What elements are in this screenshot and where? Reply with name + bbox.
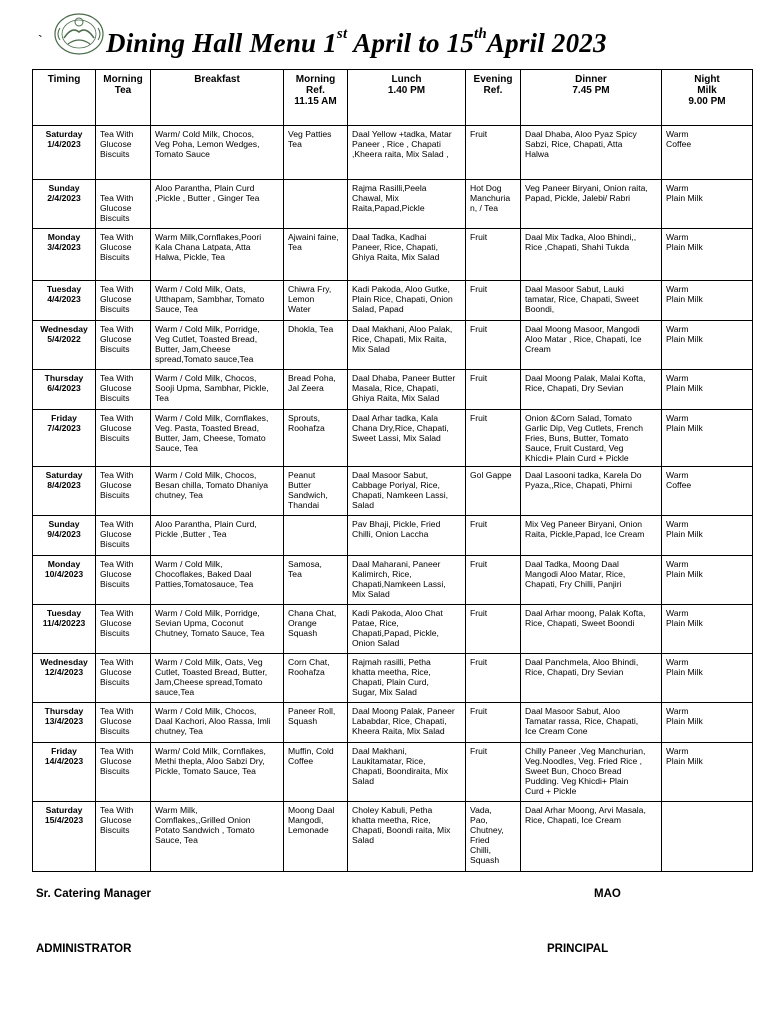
- stray-mark: `: [38, 32, 43, 48]
- cell-dinner: Daal Masoor Sabut, Lauki tamatar, Rice, Chapati, Sweet Boondi,: [521, 281, 662, 321]
- cell-tea: Tea With Glucose Biscuits: [96, 180, 151, 229]
- cell-dinner: Daal Panchmela, Aloo Bhindi, Rice, Chapati, Dry Sevian: [521, 654, 662, 703]
- cell-lunch: Daal Yellow +tadka, Matar Paneer , Rice , Chapati ,Kheera raita, Mix Salad ,: [348, 126, 466, 180]
- cell-lunch: Daal Moong Palak, Paneer Lababdar, Rice, Chapati, Kheera Raita, Mix Salad: [348, 703, 466, 743]
- cell-mref: Sprouts, Roohafza: [284, 410, 348, 467]
- cell-dinner: Daal Tadka, Moong Daal Mangodi Aloo Matar, Rice, Chapati, Fry Chilli, Panjiri: [521, 556, 662, 605]
- cell-mref: Peanut Butter Sandwich, Thandai: [284, 467, 348, 516]
- cell-day: Thursday 13/4/2023: [33, 703, 96, 743]
- sig-administrator: ADMINISTRATOR: [36, 943, 132, 955]
- cell-eref: Fruit: [466, 654, 521, 703]
- cell-tea: Tea With Glucose Biscuits: [96, 516, 151, 556]
- cell-lunch: Daal Makhani, Aloo Palak, Rice, Chapati, Mix Raita, Mix Salad: [348, 321, 466, 370]
- cell-milk: Warm Plain Milk: [662, 321, 753, 370]
- table-row: [33, 556, 753, 605]
- cell-dinner: Daal Arhar Moong, Arvi Masala, Rice, Chapati, Ice Cream: [521, 802, 662, 872]
- cell-dinner: Daal Masoor Sabut, Aloo Tamatar rassa, Rice, Chapati, Ice Cream Cone: [521, 703, 662, 743]
- cell-tea: Tea With Glucose Biscuits: [96, 281, 151, 321]
- cell-dinner: Daal Arhar moong, Palak Kofta, Rice, Chapati, Sweet Boondi: [521, 605, 662, 654]
- col-header-evening-ref: Evening Ref.: [466, 70, 521, 126]
- table-row: [33, 802, 753, 872]
- col-header-morning-ref: Morning Ref. 11.15 AM: [284, 70, 348, 126]
- cell-day: Tuesday 11/4/20223: [33, 605, 96, 654]
- header-row: [33, 70, 753, 126]
- cell-day: Monday 10/4/2023: [33, 556, 96, 605]
- cell-eref: Fruit: [466, 556, 521, 605]
- cell-day: Monday 3/4/2023: [33, 229, 96, 281]
- cell-mref: Corn Chat, Roohafza: [284, 654, 348, 703]
- cell-breakfast: Warm/ Cold Milk, Chocos, Veg Poha, Lemon Wedges, Tomato Sauce: [151, 126, 284, 180]
- cell-mref: Moong Daal Mangodi, Lemonade: [284, 802, 348, 872]
- cell-dinner: Daal Moong Palak, Malai Kofta, Rice, Chapati, Dry Sevian: [521, 370, 662, 410]
- cell-mref: Chiwra Fry, Lemon Water: [284, 281, 348, 321]
- cell-mref: Samosa, Tea: [284, 556, 348, 605]
- cell-milk: Warm Plain Milk: [662, 180, 753, 229]
- cell-eref: Fruit: [466, 229, 521, 281]
- cell-lunch: Kadi Pakoda, Aloo Chat Patae, Rice, Chapati,Papad, Pickle, Onion Salad: [348, 605, 466, 654]
- menu-table: [32, 69, 753, 872]
- cell-dinner: Chilly Paneer ,Veg Manchurian, Veg.Noodles, Veg. Fried Rice , Sweet Bun, Choco Bread Pudding. Veg Khicdi+ Plain Curd + Pickle: [521, 743, 662, 802]
- cell-lunch: Daal Arhar tadka, Kala Chana Dry,Rice, Chapati, Sweet Lassi, Mix Salad: [348, 410, 466, 467]
- cell-breakfast: Warm / Cold Milk, Oats, Veg Cutlet, Toasted Bread, Butter, Jam,Cheese spread,Tomato sauce,Tea: [151, 654, 284, 703]
- cell-lunch: Choley Kabuli, Petha khatta meetha, Rice, Chapati, Boondi raita, Mix Salad: [348, 802, 466, 872]
- cell-milk: Warm Plain Milk: [662, 516, 753, 556]
- cell-breakfast: Aloo Parantha, Plain Curd, Pickle ,Butter , Tea: [151, 516, 284, 556]
- cell-breakfast: Aloo Parantha, Plain Curd ,Pickle , Butter , Ginger Tea: [151, 180, 284, 229]
- table-row: [33, 370, 753, 410]
- sig-catering-manager: Sr. Catering Manager: [36, 888, 152, 900]
- table-row: [33, 321, 753, 370]
- cell-tea: Tea With Glucose Biscuits: [96, 743, 151, 802]
- cell-milk: Warm Plain Milk: [662, 743, 753, 802]
- cell-milk: Warm Plain Milk: [662, 410, 753, 467]
- table-row: [33, 605, 753, 654]
- table-row: [33, 703, 753, 743]
- cell-eref: Vada, Pao, Chutney, Fried Chilli, Squash: [466, 802, 521, 872]
- cell-day: Saturday 1/4/2023: [33, 126, 96, 180]
- cell-lunch: Pav Bhaji, Pickle, Fried Chilli, Onion Laccha: [348, 516, 466, 556]
- cell-mref: [284, 516, 348, 556]
- cell-mref: Paneer Roll, Squash: [284, 703, 348, 743]
- cell-day: Saturday 15/4/2023: [33, 802, 96, 872]
- col-header-lunch: Lunch 1.40 PM: [348, 70, 466, 126]
- col-header-night-milk: Night Milk 9.00 PM: [662, 70, 753, 126]
- cell-day: Friday 14/4/2023: [33, 743, 96, 802]
- cell-day: Thursday 6/4/2023: [33, 370, 96, 410]
- emblem-logo: [50, 8, 108, 58]
- cell-lunch: Rajmah rasilli, Petha khatta meetha, Rice, Chapati, Plain Curd, Sugar, Mix Salad: [348, 654, 466, 703]
- cell-eref: Fruit: [466, 743, 521, 802]
- cell-mref: Muffin, Cold Coffee: [284, 743, 348, 802]
- table-row: [33, 281, 753, 321]
- cell-breakfast: Warm Milk,Cornflakes,Poori Kala Chana Latpata, Atta Halwa, Pickle, Tea: [151, 229, 284, 281]
- cell-breakfast: Warm/ Cold Milk, Cornflakes, Methi thepla, Aloo Sabzi Dry, Pickle, Tomato Sauce, Tea: [151, 743, 284, 802]
- cell-mref: Chana Chat, Orange Squash: [284, 605, 348, 654]
- cell-breakfast: Warm Milk, Comflakes,,Grilled Onion Potato Sandwich , Tomato Sauce, Tea: [151, 802, 284, 872]
- cell-tea: Tea With Glucose Biscuits: [96, 802, 151, 872]
- cell-milk: Warm Plain Milk: [662, 229, 753, 281]
- cell-tea: Tea With Glucose Biscuits: [96, 654, 151, 703]
- page-title: Dining Hall Menu 1st April to 15thApril 2023: [106, 26, 607, 58]
- table-row: [33, 410, 753, 467]
- cell-eref: Gol Gappe: [466, 467, 521, 516]
- cell-tea: Tea With Glucose Biscuits: [96, 370, 151, 410]
- cell-eref: Fruit: [466, 703, 521, 743]
- cell-milk: Warm Plain Milk: [662, 703, 753, 743]
- table-row: [33, 126, 753, 180]
- col-header-breakfast: Breakfast: [151, 70, 284, 126]
- col-header-dinner: Dinner 7.45 PM: [521, 70, 662, 126]
- cell-mref: Bread Poha, Jal Zeera: [284, 370, 348, 410]
- cell-lunch: Daal Makhani, Laukitamatar, Rice, Chapati, Boondiraita, Mix Salad: [348, 743, 466, 802]
- cell-dinner: Daal Lasooni tadka, Karela Do Pyaza,,Rice, Chapati, Phirni: [521, 467, 662, 516]
- cell-dinner: Mix Veg Paneer Biryani, Onion Raita, Pickle,Papad, Ice Cream: [521, 516, 662, 556]
- cell-milk: [662, 802, 753, 872]
- cell-breakfast: Warm / Cold Milk, Porridge, Veg Cutlet, Toasted Bread, Butter, Jam,Cheese spread,Tomato sauce,Tea: [151, 321, 284, 370]
- cell-milk: Warm Plain Milk: [662, 654, 753, 703]
- cell-eref: Fruit: [466, 410, 521, 467]
- table-row: [33, 516, 753, 556]
- col-header-morning-tea: Morning Tea: [96, 70, 151, 126]
- table-row: [33, 180, 753, 229]
- table-row: [33, 467, 753, 516]
- table-row: [33, 743, 753, 802]
- cell-mref: Veg Patties Tea: [284, 126, 348, 180]
- cell-mref: Ajwaini faine, Tea: [284, 229, 348, 281]
- cell-breakfast: Warm / Cold Milk, Chocos, Besan chilla, Tomato Dhaniya chutney, Tea: [151, 467, 284, 516]
- cell-dinner: Veg Paneer Biryani, Onion raita, Papad, Pickle, Jalebi/ Rabri: [521, 180, 662, 229]
- cell-milk: Warm Plain Milk: [662, 281, 753, 321]
- cell-day: Wednesday 5/4/2022: [33, 321, 96, 370]
- cell-day: Friday 7/4/2023: [33, 410, 96, 467]
- cell-milk: Warm Plain Milk: [662, 605, 753, 654]
- cell-dinner: Daal Mix Tadka, Aloo Bhindi,, Rice ,Chapati, Shahi Tukda: [521, 229, 662, 281]
- cell-milk: Warm Plain Milk: [662, 556, 753, 605]
- cell-day: Saturday 8/4/2023: [33, 467, 96, 516]
- sig-principal: PRINCIPAL: [547, 943, 609, 955]
- cell-breakfast: Warm / Cold Milk, Porridge, Sevian Upma, Coconut Chutney, Tomato Sauce, Tea: [151, 605, 284, 654]
- cell-day: Wednesday 12/4/2023: [33, 654, 96, 703]
- cell-lunch: Kadi Pakoda, Aloo Gutke, Plain Rice, Chapati, Onion Salad, Papad: [348, 281, 466, 321]
- cell-lunch: Daal Masoor Sabut, Cabbage Poriyal, Rice, Chapati, Namkeen Lassi, Salad: [348, 467, 466, 516]
- cell-tea: Tea With Glucose Biscuits: [96, 321, 151, 370]
- cell-milk: Warm Plain Milk: [662, 370, 753, 410]
- cell-tea: Tea With Glucose Biscuits: [96, 229, 151, 281]
- cell-milk: Warm Coffee: [662, 126, 753, 180]
- cell-mref: Dhokla, Tea: [284, 321, 348, 370]
- cell-lunch: Daal Tadka, Kadhai Paneer, Rice, Chapati, Ghiya Raita, Mix Salad: [348, 229, 466, 281]
- cell-breakfast: Warm / Cold Milk, Cornflakes, Veg. Pasta, Toasted Bread, Butter, Jam, Cheese, Tomato Sauce, Tea: [151, 410, 284, 467]
- cell-eref: Fruit: [466, 281, 521, 321]
- cell-dinner: Daal Dhaba, Aloo Pyaz Spicy Sabzi, Rice, Chapati, Atta Halwa: [521, 126, 662, 180]
- cell-tea: Tea With Glucose Biscuits: [96, 126, 151, 180]
- cell-dinner: Onion &Corn Salad, Tomato Garlic Dip, Veg Cutlets, French Fries, Buns, Butter, Tomato Sauce, Fruit Custard, Veg Khicdi+ Plain Curd + Pickle: [521, 410, 662, 467]
- cell-tea: Tea With Glucose Biscuits: [96, 467, 151, 516]
- cell-eref: Fruit: [466, 321, 521, 370]
- cell-mref: [284, 180, 348, 229]
- cell-eref: Fruit: [466, 370, 521, 410]
- cell-tea: Tea With Glucose Biscuits: [96, 605, 151, 654]
- cell-eref: Fruit: [466, 516, 521, 556]
- cell-day: Sunday 9/4/2023: [33, 516, 96, 556]
- cell-lunch: Daal Dhaba, Paneer Butter Masala, Rice, Chapati, Ghiya Raita, Mix Salad: [348, 370, 466, 410]
- cell-eref: Hot Dog Manchuria n, / Tea: [466, 180, 521, 229]
- cell-breakfast: Warm / Cold Milk, Chocos, Sooji Upma, Sambhar, Pickle, Tea: [151, 370, 284, 410]
- cell-eref: Fruit: [466, 126, 521, 180]
- col-header-timing: Timing: [33, 70, 96, 126]
- cell-breakfast: Warm / Cold Milk, Chocoflakes, Baked Daal Patties,Tomatosauce, Tea: [151, 556, 284, 605]
- cell-dinner: Daal Moong Masoor, Mangodi Aloo Matar , Rice, Chapati, Ice Cream: [521, 321, 662, 370]
- cell-day: Sunday 2/4/2023: [33, 180, 96, 229]
- cell-breakfast: Warm / Cold Milk, Chocos, Daal Kachori, Aloo Rassa, Imli chutney, Tea: [151, 703, 284, 743]
- table-row: [33, 654, 753, 703]
- cell-tea: Tea With Glucose Biscuits: [96, 410, 151, 467]
- sig-mao: MAO: [594, 888, 621, 900]
- cell-tea: Tea With Glucose Biscuits: [96, 556, 151, 605]
- cell-lunch: Rajma Rasilli,Peela Chawal, Mix Raita,Papad,Pickle: [348, 180, 466, 229]
- cell-day: Tuesday 4/4/2023: [33, 281, 96, 321]
- table-row: [33, 229, 753, 281]
- cell-lunch: Daal Maharani, Paneer Kalimirch, Rice, Chapati,Namkeen Lassi, Mix Salad: [348, 556, 466, 605]
- cell-breakfast: Warm / Cold Milk, Oats, Utthapam, Sambhar, Tomato Sauce, Tea: [151, 281, 284, 321]
- cell-milk: Warm Coffee: [662, 467, 753, 516]
- cell-eref: Fruit: [466, 605, 521, 654]
- cell-tea: Tea With Glucose Biscuits: [96, 703, 151, 743]
